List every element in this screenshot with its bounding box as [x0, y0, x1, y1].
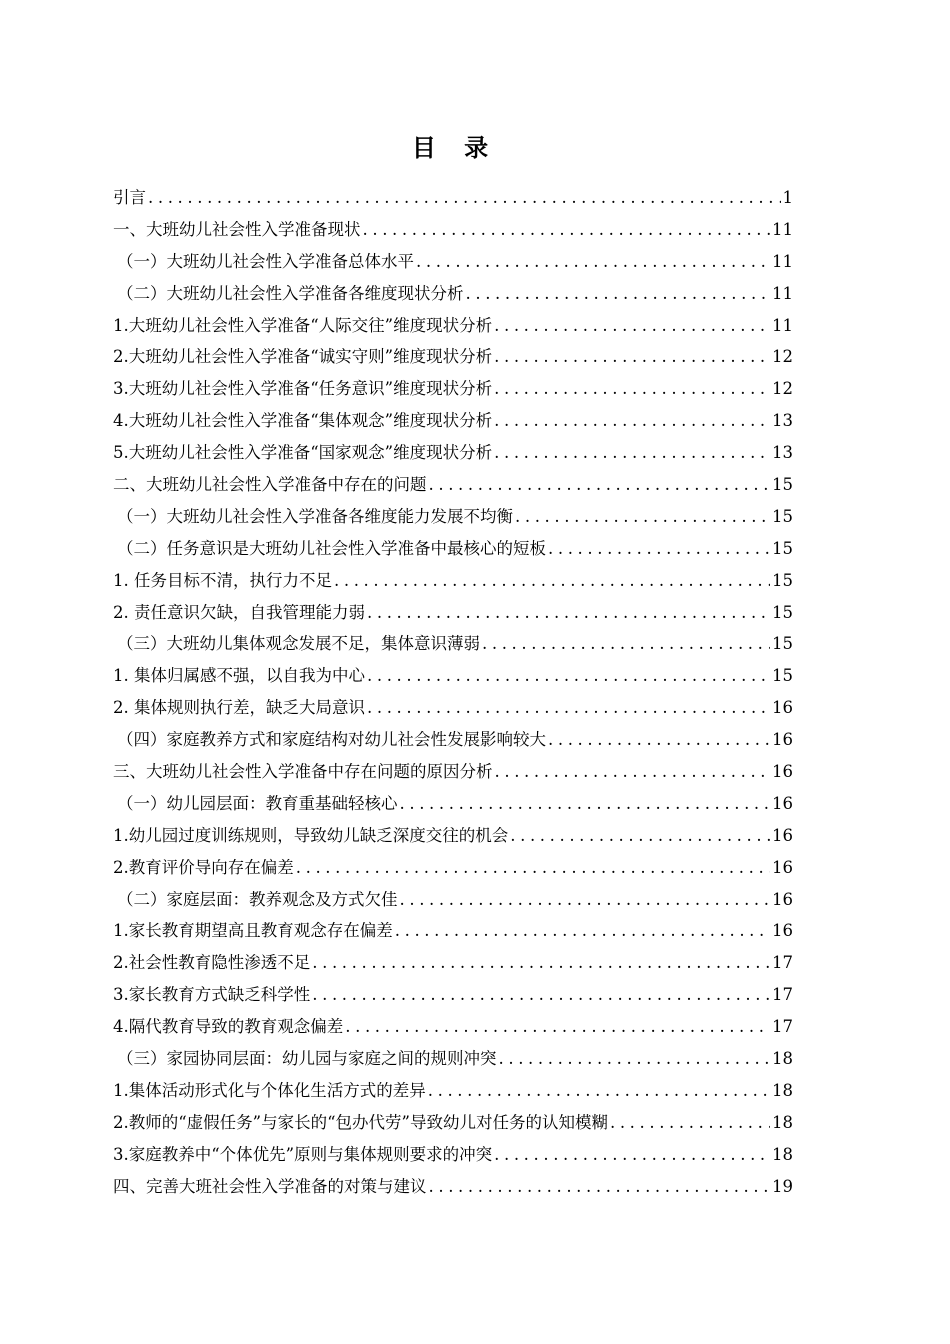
toc-entry[interactable]	[113, 246, 793, 278]
toc-dot-leader	[548, 724, 770, 756]
toc-entry-label: （二）大班幼儿社会性入学准备各维度现状分析	[117, 283, 464, 303]
toc-entry[interactable]	[113, 1075, 793, 1107]
toc-entry[interactable]	[113, 756, 793, 788]
toc-entry[interactable]	[113, 278, 793, 310]
toc-entry[interactable]	[113, 660, 793, 692]
toc-entry-label: （三）家园协同层面：幼儿园与家庭之间的规则冲突	[117, 1049, 497, 1069]
toc-entry-page-number: 11	[772, 315, 793, 335]
toc-entry-label: 1.家长教育期望高且教育观念存在偏差	[113, 921, 393, 941]
toc-dot-leader	[495, 756, 771, 788]
toc-entry-page-number: 16	[772, 921, 793, 941]
toc-entry[interactable]	[113, 1043, 793, 1075]
toc-entry[interactable]	[113, 724, 793, 756]
toc-dot-leader	[499, 1043, 771, 1075]
toc-entry[interactable]	[113, 469, 793, 501]
toc-entry-label: （二）任务意识是大班幼儿社会性入学准备中最核心的短板	[117, 538, 546, 558]
toc-entry-label: （一）幼儿园层面：教育重基础轻核心	[117, 793, 398, 813]
toc-dot-leader	[494, 1139, 770, 1171]
toc-entry[interactable]	[113, 533, 793, 565]
toc-entry-label: 3.家庭教养中“个体优先”原则与集体规则要求的冲突	[113, 1144, 493, 1164]
toc-entry-page-number: 18	[772, 1080, 793, 1100]
toc-dot-leader	[515, 501, 770, 533]
toc-entry[interactable]	[113, 788, 793, 820]
toc-entry-label: （四）家庭教养方式和家庭结构对幼儿社会性发展影响较大	[117, 730, 546, 750]
toc-entry[interactable]	[113, 628, 793, 660]
toc-entry[interactable]	[113, 1139, 793, 1171]
toc-entry-label: 二、大班幼儿社会性入学准备中存在的问题	[113, 475, 427, 495]
toc-entry-page-number: 16	[772, 762, 793, 782]
toc-entry[interactable]	[113, 182, 793, 214]
toc-entry-label: 1.大班幼儿社会性入学准备“人际交往”维度现状分析	[113, 315, 493, 335]
toc-dot-leader	[510, 820, 770, 852]
toc-entry-label: 2.大班幼儿社会性入学准备“诚实守则”维度现状分析	[113, 347, 493, 367]
toc-dot-leader	[400, 788, 771, 820]
toc-entry-label: （一）大班幼儿社会性入学准备各维度能力发展不均衡	[117, 506, 513, 526]
toc-entry-page-number: 15	[772, 538, 793, 558]
toc-dot-leader	[345, 1011, 770, 1043]
toc-dot-leader	[296, 852, 770, 884]
toc-entry[interactable]	[113, 884, 793, 916]
toc-dot-leader	[429, 1171, 771, 1203]
toc-entry-page-number: 17	[772, 953, 793, 973]
toc-entry-page-number: 17	[772, 1017, 793, 1037]
toc-dot-leader	[548, 533, 770, 565]
toc-entry[interactable]	[113, 1011, 793, 1043]
toc-entry[interactable]	[113, 1107, 793, 1139]
toc-entry[interactable]	[113, 1171, 793, 1203]
toc-dot-leader	[363, 214, 771, 246]
toc-dot-leader	[416, 246, 770, 278]
toc-dot-leader	[312, 979, 770, 1011]
toc-entry-page-number: 18	[772, 1112, 793, 1132]
toc-entry-label: 三、大班幼儿社会性入学准备中存在问题的原因分析	[113, 762, 493, 782]
toc-entry-label: 4.大班幼儿社会性入学准备“集体观念”维度现状分析	[113, 411, 493, 431]
toc-entry-page-number: 16	[772, 825, 793, 845]
toc-dot-leader	[312, 947, 770, 979]
toc-entry[interactable]	[113, 405, 793, 437]
toc-dot-leader	[395, 915, 770, 947]
toc-entry-page-number: 15	[772, 666, 793, 686]
toc-dot-leader	[367, 660, 770, 692]
toc-dot-leader	[428, 1075, 770, 1107]
toc-entry[interactable]	[113, 915, 793, 947]
toc-dot-leader	[494, 437, 770, 469]
toc-entry-label: 一、大班幼儿社会性入学准备现状	[113, 219, 361, 239]
toc-entry-page-number: 11	[772, 251, 793, 271]
toc-entry-label: 1. 任务目标不清，执行力不足	[113, 570, 332, 590]
toc-entry-page-number: 15	[772, 634, 793, 654]
toc-entry[interactable]	[113, 214, 793, 246]
toc-entry-label: 2.教师的“虚假任务”与家长的“包办代劳”导致幼儿对任务的认知模糊	[113, 1112, 608, 1132]
toc-title: 目 录	[411, 134, 499, 162]
toc-entry-label: 1. 集体归属感不强，以自我为中心	[113, 666, 365, 686]
toc-entry[interactable]	[113, 373, 793, 405]
toc-entry-page-number: 15	[772, 475, 793, 495]
toc-dot-leader	[400, 884, 771, 916]
toc-entry[interactable]	[113, 437, 793, 469]
toc-entry-page-number: 18	[772, 1144, 793, 1164]
toc-entry-page-number: 1	[782, 188, 793, 207]
toc-entry-label: 2. 集体规则执行差，缺乏大局意识	[113, 698, 365, 718]
toc-entry-page-number: 17	[772, 985, 793, 1005]
toc-entry-page-number: 19	[772, 1176, 793, 1196]
toc-entry-page-number: 16	[772, 698, 793, 718]
toc-entry-label: 四、完善大班社会性入学准备的对策与建议	[113, 1176, 427, 1196]
toc-entry-page-number: 16	[772, 793, 793, 813]
toc-entry[interactable]	[113, 852, 793, 884]
toc-dot-leader	[494, 341, 770, 373]
toc-dot-leader	[494, 405, 770, 437]
toc-entry-page-number: 15	[772, 506, 793, 526]
toc-entry-page-number: 15	[772, 570, 793, 590]
toc-entry-page-number: 11	[772, 219, 793, 239]
toc-entry-label: 5.大班幼儿社会性入学准备“国家观念”维度现状分析	[113, 443, 493, 463]
toc-entry-label: 2.教育评价导向存在偏差	[113, 857, 294, 877]
toc-entry-page-number: 13	[772, 411, 793, 431]
toc-entry-label: 引言	[113, 188, 146, 207]
toc-dot-leader	[482, 628, 770, 660]
toc-entry-page-number: 13	[772, 443, 793, 463]
toc-dot-leader	[429, 469, 771, 501]
toc-entry-label: 1.幼儿园过度训练规则，导致幼儿缺乏深度交往的机会	[113, 825, 509, 845]
toc-entry-page-number: 12	[772, 347, 793, 367]
toc-dot-leader	[466, 278, 771, 310]
toc-entry[interactable]	[113, 565, 793, 597]
toc-entry-page-number: 16	[772, 730, 793, 750]
toc-dot-leader	[494, 373, 770, 405]
toc-entry[interactable]	[113, 947, 793, 979]
toc-entry[interactable]	[113, 979, 793, 1011]
toc-entry-label: 1.集体活动形式化与个体化生活方式的差异	[113, 1080, 426, 1100]
toc-list	[113, 182, 793, 1203]
toc-entry-page-number: 16	[772, 857, 793, 877]
toc-entry-label: （二）家庭层面：教养观念及方式欠佳	[117, 889, 398, 909]
toc-dot-leader	[367, 692, 770, 724]
toc-entry-label: 3.大班幼儿社会性入学准备“任务意识”维度现状分析	[113, 379, 493, 399]
toc-entry-page-number: 15	[772, 602, 793, 622]
toc-dot-leader	[494, 310, 770, 342]
toc-entry[interactable]	[113, 310, 793, 342]
toc-dot-leader	[334, 565, 770, 597]
toc-entry-label: 2.社会性教育隐性渗透不足	[113, 953, 311, 973]
toc-entry[interactable]	[113, 820, 793, 852]
toc-entry-page-number: 18	[772, 1049, 793, 1069]
toc-dot-leader	[610, 1107, 770, 1139]
toc-dot-leader	[367, 597, 770, 629]
toc-entry-page-number: 11	[772, 283, 793, 303]
toc-entry-page-number: 16	[772, 889, 793, 909]
toc-entry-label: 4.隔代教育导致的教育观念偏差	[113, 1017, 344, 1037]
toc-entry-page-number: 12	[772, 379, 793, 399]
toc-dot-leader	[148, 182, 781, 214]
toc-entry-label: （一）大班幼儿社会性入学准备总体水平	[117, 251, 414, 271]
toc-entry[interactable]	[113, 597, 793, 629]
toc-entry[interactable]	[113, 692, 793, 724]
toc-entry-label: 3.家长教育方式缺乏科学性	[113, 985, 311, 1005]
toc-entry-label: （三）大班幼儿集体观念发展不足，集体意识薄弱	[117, 634, 480, 654]
toc-entry[interactable]	[113, 341, 793, 373]
toc-entry[interactable]	[113, 501, 793, 533]
toc-entry-label: 2. 责任意识欠缺，自我管理能力弱	[113, 602, 365, 622]
